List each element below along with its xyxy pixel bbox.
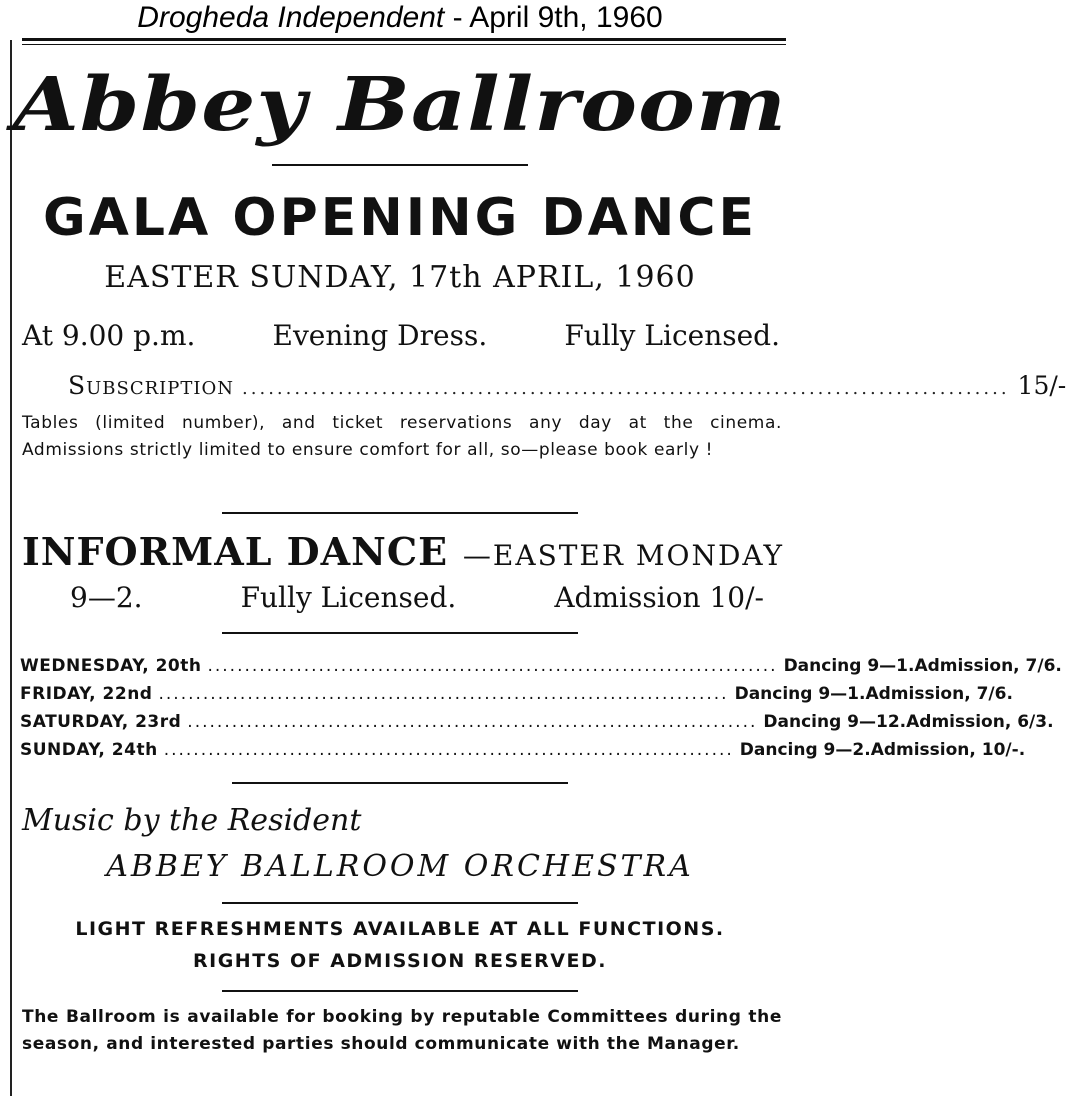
divider-masthead xyxy=(272,164,528,166)
gala-time: At 9.00 p.m. xyxy=(22,319,196,352)
dance-schedule xyxy=(20,652,1062,764)
caption-rule-thin xyxy=(22,44,786,45)
divider-notices xyxy=(222,990,578,992)
gala-details-line xyxy=(22,316,780,356)
schedule-leader-dots: ............................................................................. xyxy=(207,656,778,676)
schedule-row xyxy=(20,680,1013,708)
schedule-leader-dots: ............................................................................. xyxy=(187,712,758,732)
informal-licence: Fully Licensed. xyxy=(240,581,457,614)
schedule-row xyxy=(20,708,1054,736)
informal-day: —EASTER MONDAY xyxy=(462,539,784,572)
schedule-leader-dots: ............................................................................. xyxy=(158,684,729,704)
masthead: Abbey Ballroom xyxy=(12,62,788,148)
schedule-row xyxy=(20,652,1062,680)
divider-informal xyxy=(222,632,578,634)
schedule-dancing: Dancing 9—1. xyxy=(734,684,866,704)
subscription-line xyxy=(68,366,1066,409)
subscription-leader-dots: ........................................................................................ xyxy=(242,378,1010,399)
divider-schedule xyxy=(232,782,568,784)
schedule-admission: Admission, 10/-. xyxy=(870,740,1026,760)
gala-date: EASTER SUNDAY, 17th APRIL, 1960 xyxy=(104,260,696,295)
schedule-dancing: Dancing 9—2. xyxy=(739,740,871,760)
publication-date: - April 9th, 1960 xyxy=(444,1,663,34)
informal-title: INFORMAL DANCE xyxy=(22,529,449,574)
schedule-day: SUNDAY, 24th xyxy=(20,740,158,760)
gala-dress: Evening Dress. xyxy=(272,319,488,352)
schedule-leader-dots: ............................................................................. xyxy=(163,740,734,760)
schedule-admission: Admission, 6/3. xyxy=(906,712,1054,732)
informal-admission: Admission 10/- xyxy=(554,581,764,614)
booking-notice: The Ballroom is available for booking by reputable Committees during the season, and interested parties should communicate with the Manager. xyxy=(22,1007,782,1054)
rights-notice: RIGHTS OF ADMISSION RESERVED. xyxy=(193,950,607,972)
schedule-day: FRIDAY, 22nd xyxy=(20,684,153,704)
subscription-label: Subscription xyxy=(68,371,235,400)
publication-name: Drogheda Independent xyxy=(137,1,445,34)
publication-caption xyxy=(0,0,800,36)
caption-rule-thick xyxy=(22,38,786,41)
gala-licence: Fully Licensed. xyxy=(564,319,780,352)
subscription-price: 15/- xyxy=(1017,371,1066,400)
gala-title: GALA OPENING DANCE xyxy=(42,188,758,248)
divider-gala xyxy=(222,512,578,514)
music-line: Music by the Resident xyxy=(22,803,362,838)
informal-hours: 9—2. xyxy=(70,581,143,614)
orchestra-name: ABBEY BALLROOM ORCHESTRA xyxy=(106,849,694,884)
divider-music xyxy=(222,902,578,904)
schedule-admission: Admission, 7/6. xyxy=(914,656,1062,676)
schedule-day: WEDNESDAY, 20th xyxy=(20,656,202,676)
schedule-admission: Admission, 7/6. xyxy=(865,684,1013,704)
informal-details-line xyxy=(70,578,764,618)
schedule-dancing: Dancing 9—1. xyxy=(783,656,915,676)
refreshments-notice: LIGHT REFRESHMENTS AVAILABLE AT ALL FUNCTIONS. xyxy=(75,918,725,940)
schedule-day: SATURDAY, 23rd xyxy=(20,712,182,732)
schedule-row xyxy=(20,736,1026,764)
informal-title-line xyxy=(22,528,784,580)
gala-notes: Tables (limited number), and ticket reservations any day at the cinema. Admissions strictly limited to ensure comfort for all, so—please book early ! xyxy=(22,413,782,460)
schedule-dancing: Dancing 9—12. xyxy=(763,712,907,732)
